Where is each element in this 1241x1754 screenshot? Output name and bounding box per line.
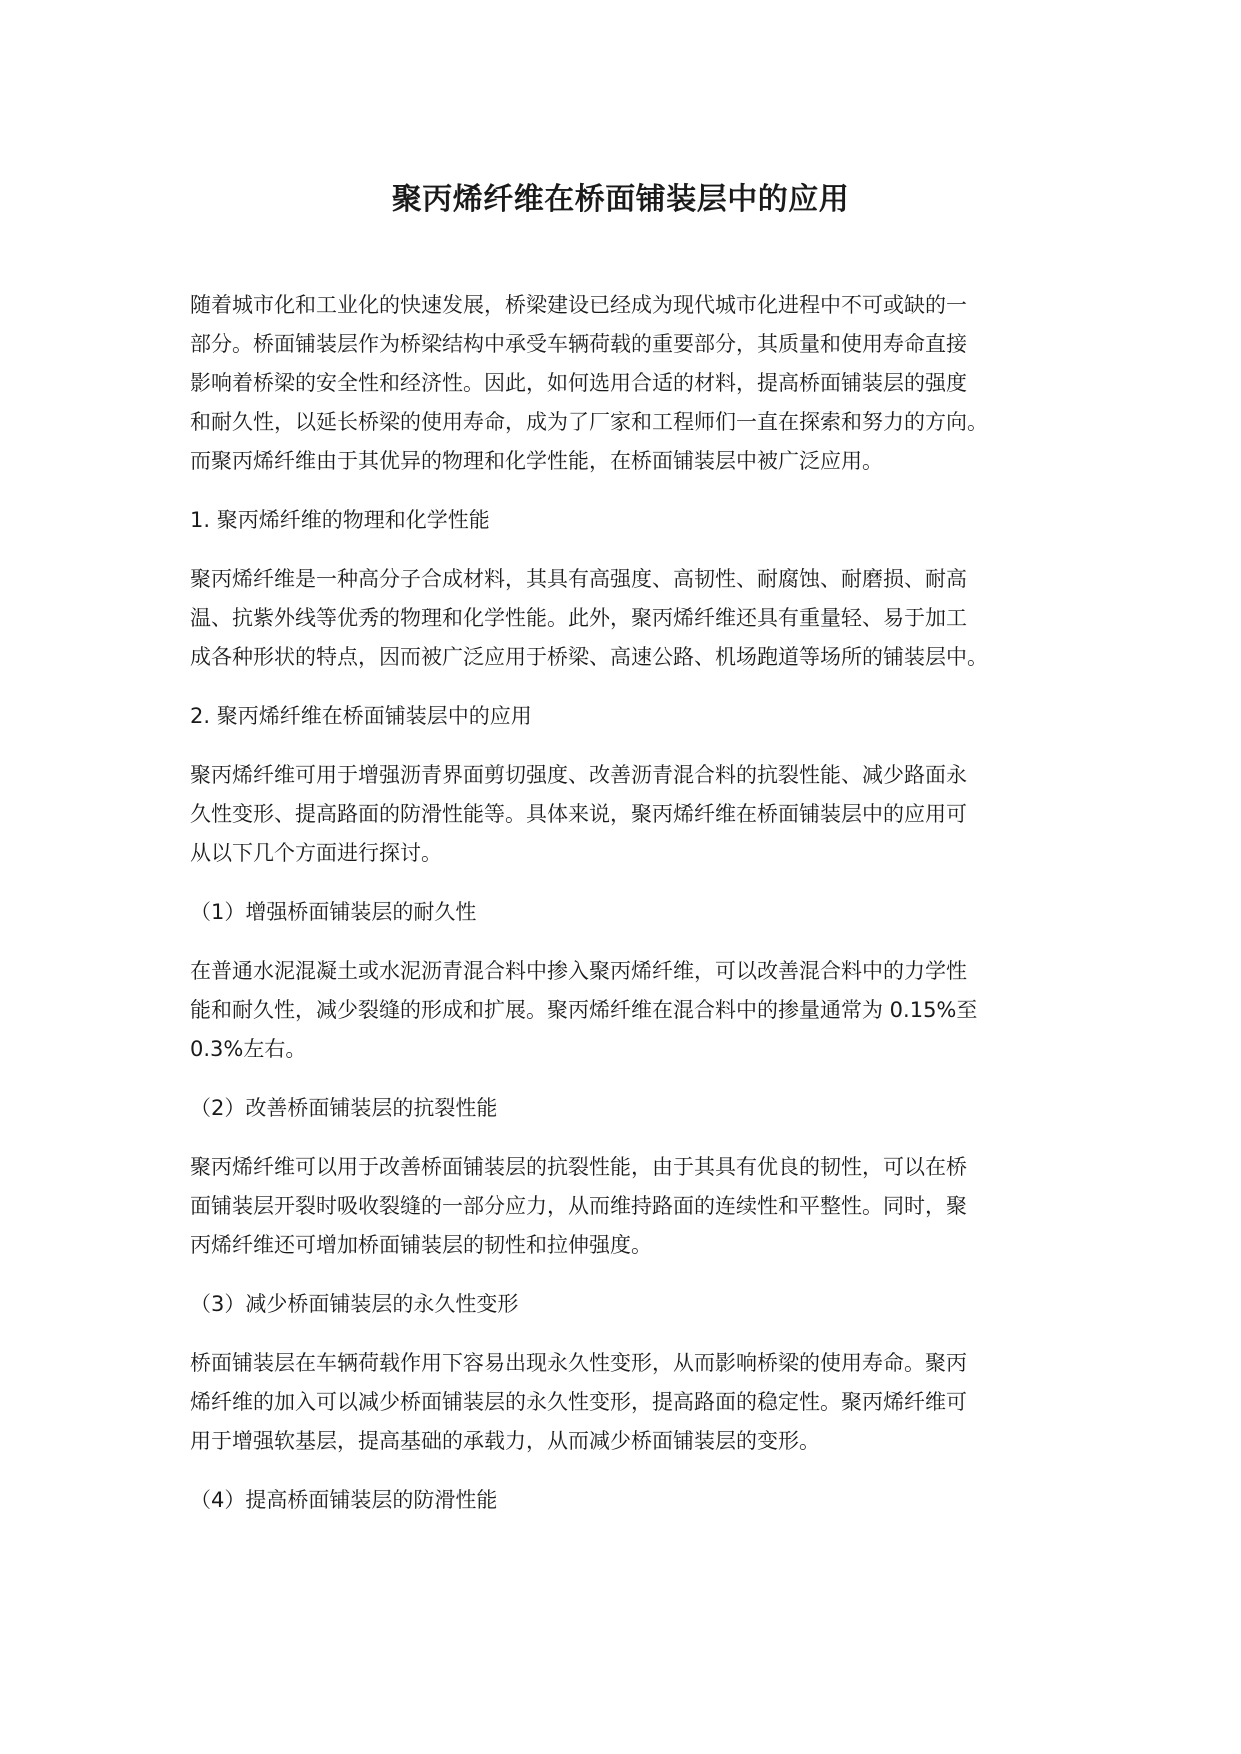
section-1-paragraph: 聚丙烯纤维是一种高分子合成材料，其具有高强度、高韧性、耐腐蚀、耐磨损、耐高 温、抗紫外线等优秀的物理和化学性能。此外，聚丙烯纤维还具有重量轻、易于加工 成各种形状的特点，因而被广泛应用于桥梁、高速公路、机场跑道等场所的铺装层中。 bbox=[190, 567, 988, 669]
section-2-heading: 2. 聚丙烯纤维在桥面铺装层中的应用 bbox=[190, 704, 532, 728]
section-2-paragraph: 聚丙烯纤维可用于增强沥青界面剪切强度、改善沥青混合料的抗裂性能、减少路面永 久性变形、提高路面的防滑性能等。具体来说，聚丙烯纤维在桥面铺装层中的应用可 从以下几个方面进行探讨。 bbox=[190, 763, 967, 865]
document-body bbox=[190, 286, 1070, 1520]
intro-paragraph: 随着城市化和工业化的快速发展，桥梁建设已经成为现代城市化进程中不可或缺的一 部分。桥面铺装层作为桥梁结构中承受车辆荷载的重要部分，其质量和使用寿命直接 影响着桥梁的安全性和经济性。因此，如何选用合适的材料，提高桥面铺装层的强度 和耐久性，以延长桥梁的使用寿命，成为了厂家和工程师们一直在探索和努力的方向。 而聚丙烯纤维由于其优异的物理和化学性能，在桥面铺装层中被广泛应用。 bbox=[190, 293, 988, 473]
subsection-2-heading: （2）改善桥面铺装层的抗裂性能 bbox=[190, 1096, 498, 1120]
section-1-heading: 1. 聚丙烯纤维的物理和化学性能 bbox=[190, 508, 490, 532]
document-title: 聚丙烯纤维在桥面铺装层中的应用 bbox=[391, 182, 850, 217]
subsection-1-heading: （1）增强桥面铺装层的耐久性 bbox=[190, 900, 477, 924]
subsection-2-paragraph: 聚丙烯纤维可以用于改善桥面铺装层的抗裂性能，由于其具有优良的韧性，可以在桥 面铺装层开裂时吸收裂缝的一部分应力，从而维持路面的连续性和平整性。同时，聚 丙烯纤维还可增加桥面铺装层的韧性和拉伸强度。 bbox=[190, 1155, 967, 1257]
subsection-1-paragraph: 在普通水泥混凝土或水泥沥青混合料中掺入聚丙烯纤维，可以改善混合料中的力学性 能和耐久性，减少裂缝的形成和扩展。聚丙烯纤维在混合料中的掺量通常为 0.15%至 0.3%左右。 bbox=[190, 959, 978, 1061]
subsection-3-paragraph: 桥面铺装层在车辆荷载作用下容易出现永久性变形，从而影响桥梁的使用寿命。聚丙 烯纤维的加入可以减少桥面铺装层的永久性变形，提高路面的稳定性。聚丙烯纤维可 用于增强软基层，提高基础的承载力，从而减少桥面铺装层的变形。 bbox=[190, 1351, 967, 1453]
subsection-4-heading: （4）提高桥面铺装层的防滑性能 bbox=[190, 1488, 498, 1512]
subsection-3-heading: （3）减少桥面铺装层的永久性变形 bbox=[190, 1292, 519, 1316]
